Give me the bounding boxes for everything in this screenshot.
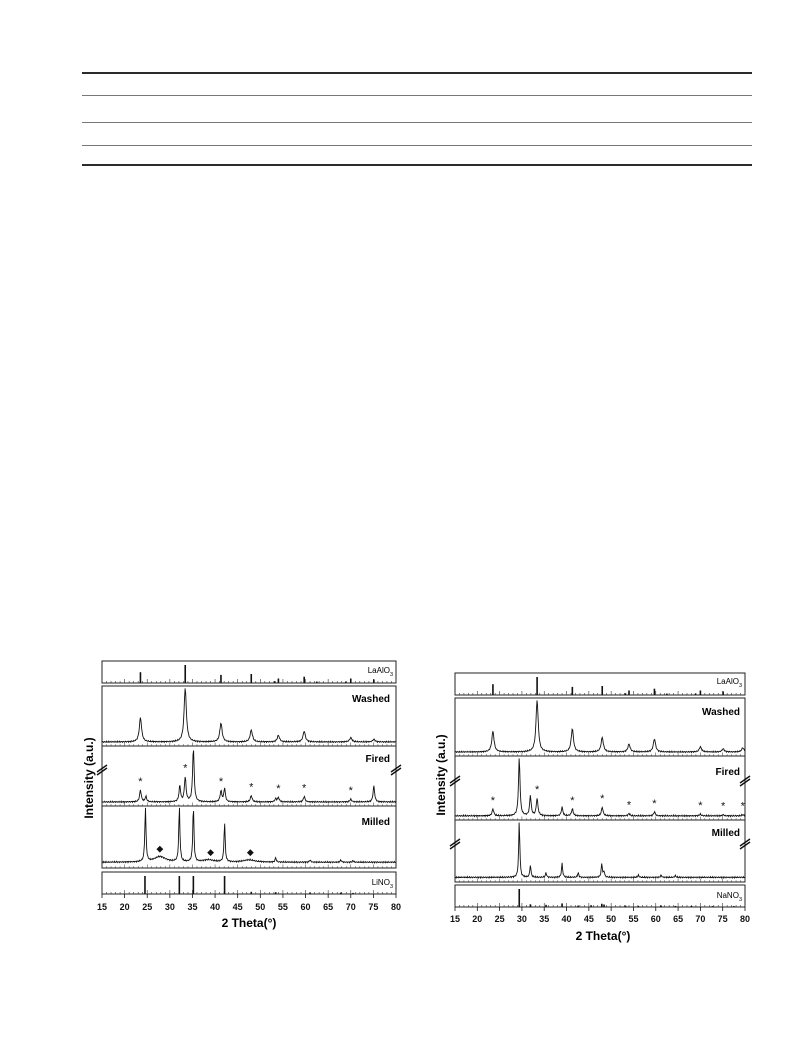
asterisk-marker: * [218, 776, 224, 789]
panel-label-fired: Fired [365, 754, 390, 765]
x-tick-label: 15 [449, 914, 461, 924]
diamond-marker: ◆ [156, 843, 164, 854]
x-tick-label: 20 [472, 914, 483, 924]
x-tick-label: 80 [739, 914, 751, 924]
ref-top-label: LaAlO$_3$ [716, 677, 742, 689]
diamond-marker: ◆ [207, 846, 215, 857]
asterisk-marker: * [490, 794, 496, 807]
diamond-marker: ◆ [246, 846, 254, 857]
asterisk-marker: * [740, 800, 745, 813]
x-tick-label: 35 [539, 914, 550, 924]
panel-label-fired: Fired [715, 767, 740, 778]
x-tick-label: 70 [345, 902, 356, 912]
x-tick-label: 35 [187, 902, 198, 912]
asterisk-marker: * [249, 781, 254, 794]
panel-label-milled: Milled [711, 828, 740, 839]
x-tick-label: 55 [628, 914, 639, 924]
x-tick-label: 60 [300, 902, 311, 912]
ref-bottom-label: LiNO$_3$ [371, 878, 393, 890]
asterisk-marker: * [720, 800, 726, 813]
ref-bottom-label: NaNO$_3$ [716, 891, 742, 903]
x-tick-label: 80 [390, 902, 402, 912]
x-tick-label: 40 [561, 914, 572, 924]
asterisk-marker: * [138, 775, 143, 788]
x-tick-label: 25 [142, 902, 153, 912]
x-tick-label: 50 [606, 914, 617, 924]
x-tick-label: 65 [673, 914, 684, 924]
x-tick-label: 30 [164, 902, 175, 912]
x-tick-label: 55 [277, 902, 288, 912]
asterisk-marker: * [570, 794, 575, 807]
x-tick-label: 70 [695, 914, 706, 924]
panel-label-milled: Milled [361, 817, 390, 828]
asterisk-marker: * [276, 783, 281, 796]
panel-label-washed: Washed [352, 694, 390, 705]
y-axis-label: Intensity (a.u.) [82, 737, 96, 819]
x-tick-label: 20 [119, 902, 130, 912]
x-tick-label: 60 [650, 914, 661, 924]
x-tick-label: 15 [96, 902, 108, 912]
asterisk-marker: * [600, 793, 605, 806]
ref-panel-top-frame [455, 673, 745, 695]
x-axis-label: 2 Theta(°) [221, 916, 277, 930]
milled-panel-frame [455, 820, 745, 882]
y-axis-label: Intensity (a.u.) [434, 734, 448, 816]
x-tick-label: 65 [323, 902, 334, 912]
asterisk-marker: * [626, 799, 632, 812]
x-tick-label: 40 [210, 902, 221, 912]
pattern-line-milled [455, 823, 745, 879]
x-tick-label: 45 [583, 914, 594, 924]
x-tick-label: 30 [516, 914, 527, 924]
asterisk-marker: * [348, 785, 353, 798]
x-tick-label: 25 [494, 914, 505, 924]
x-tick-label: 45 [232, 902, 243, 912]
asterisk-marker: * [698, 800, 703, 813]
x-tick-label: 75 [368, 902, 379, 912]
panel-label-washed: Washed [702, 707, 740, 718]
asterisk-marker: * [534, 783, 540, 796]
x-axis-label: 2 Theta(°) [575, 929, 631, 943]
ref-panel-bottom-frame [455, 885, 745, 907]
ref-top-label: LaAlO$_3$ [367, 666, 393, 678]
asterisk-marker: * [652, 797, 657, 810]
x-tick-label: 75 [717, 914, 728, 924]
asterisk-marker: * [183, 762, 188, 775]
x-tick-label: 50 [255, 902, 266, 912]
asterisk-marker: * [302, 782, 307, 795]
